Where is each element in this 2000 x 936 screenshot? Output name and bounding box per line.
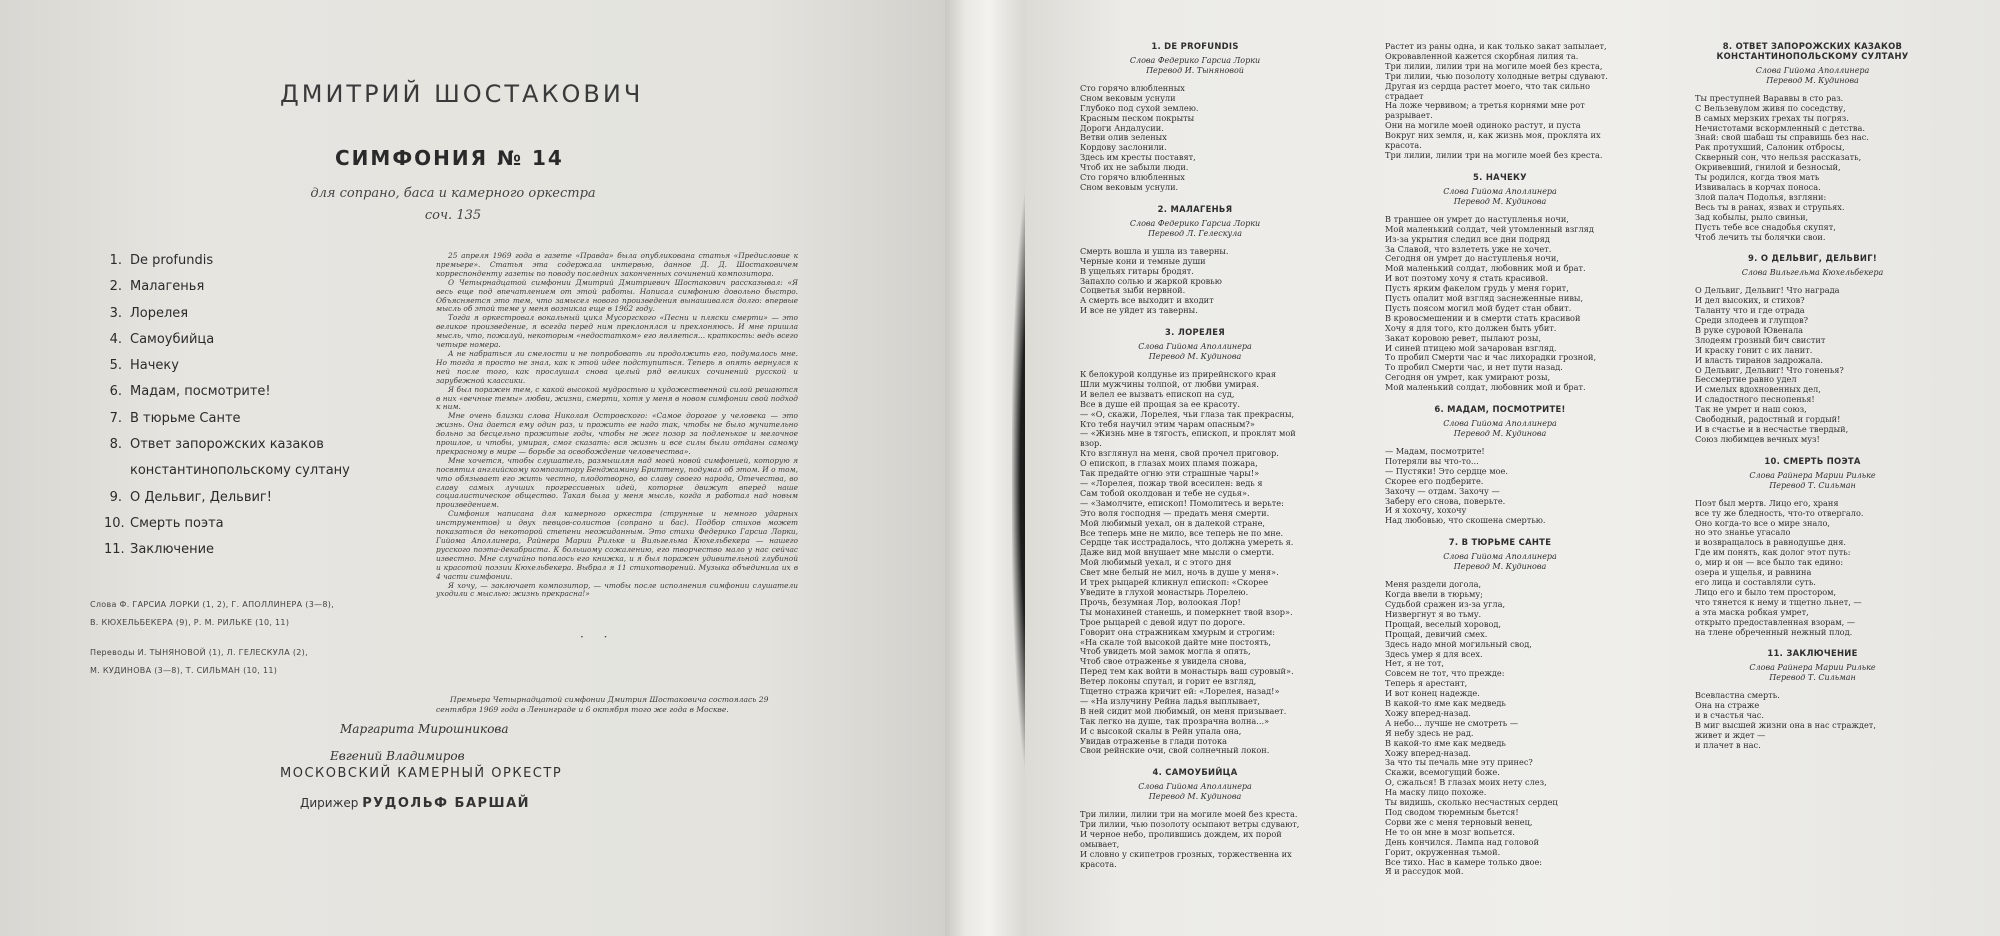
credits-translation-line: Переводы И. ТЫНЯНОВОЙ (1), Л. ГЕЛЕСКУЛА (2), [90,648,308,657]
section-credit: Слова Гийома Аполлинера Перевод М. Кудинова [1443,186,1557,206]
lyric-verse: Сто горячо влюбленных Сном вековым уснули Глубоко под сухой землею. Красным песком покрыты Дороги Андалусии. Ветви олив зеленых Кордову заслонили. Здесь им кресты поставят, Чтоб их не забыли люди. Сто горячо влюбленных Сном вековым уснули. [1080,82,1199,192]
section-credit: Слова Гийома Аполлинера Перевод М. Кудинова [1138,782,1252,802]
movement-item [104,511,350,537]
lyric-verse: В траншее он умрет до наступленья ночи, Мой маленький солдат, чей утомленный взгляд Из-за укрытия следил все дни подряд За Славой, что взлететь уже не хочет. Сегодня он умрет до наступленья ночи, Мой маленький солдат, любовник мой и брат. И вот поэтому хочу я стать красивой. Пусть ярким факелом грудь у меня горит, Пусть опалит мой взгляд заснеженные нивы, Пусть поясом могил мой будет стан обвит. В кровосмешении и в смерти стать красивой Хочу я для того, кто должен быть убит. Закат коровою ревет, пылают розы, И синей птицею мой зачарован взгляд. То пробил Смерти час и час лихорадки грозной, То пробил Смерти час, и нет пути назад. Сегодня он умрет, как умирают розы, Мой маленький солдат, любовник мой и брат. [1385,213,1597,393]
section-heading: 11. ЗАКЛЮЧЕНИЕ [1767,648,1858,659]
movement-title: Ответ запорожских казаков [130,437,324,453]
lyrics-column-3 [1695,42,1930,751]
section-credit: Слова Райнера Марии Рильке Перевод Т. Сильман [1749,470,1876,490]
movement-title: Малагенья [130,279,205,295]
section-credit: Слова Гийома Аполлинера Перевод М. Кудинова [1755,65,1870,85]
liner-notes-paragraph: Мне очень близки слова Николая Островского: «Самое дорогое у человека — это жизнь. Она дается ему один раз, и прожить ее надо так, чтобы не было мучительно больно за бесцельно прожитые годы, чтобы не жег позор за подленькое и мелочное прошлое, и чтобы, умирая, смог сказать: вся жизнь и все силы были отданы самому прекрасному в мире — борьбе за освобождение человечества». [436,411,798,456]
section-heading: 1. DE PROFUNDIS [1151,41,1239,51]
section-credit: Слова Гийома Аполлинера Перевод М. Кудинова [1443,419,1557,438]
movement-item [104,406,350,432]
section-heading: 3. ЛОРЕЛЕЯ [1165,327,1225,338]
liner-notes-paragraph: А не набраться ли смелости и не попробовать ли продолжить его, подумалось мне. Но тогда я просто не знал, как к этой идее подступиться. Теперь я опять вернулся к ней после того, как прослушал снова целый ряд великих сочинений русской и зарубежной классики. [436,348,798,385]
work-subtitle: для сопрано, баса и камерного оркестра [310,186,596,201]
liner-notes-paragraph: Тогда я оркестровал вокальный цикл Мусоргского «Песни и пляски смерти» — это великое произведение, я всегда перед ним преклонялся и преклоняюсь. И мне пришла мысль, что, пожалуй, некоторым «недостатком» его является... краткость: ведь всего четыре номера. [436,313,798,350]
movement-item [104,274,350,300]
movement-item [104,537,350,563]
movement-title: константинопольскому султану [130,463,350,479]
movement-title: О Дельвиг, Дельвиг! [130,489,272,505]
conductor-name: РУДОЛЬФ БАРШАЙ [362,796,531,811]
lyric-verse: Поэт был мертв. Лицо его, храня все ту же бледность, что-то отвергало. Оно когда-то все о мире знало, но это знанье угасало и возвращалось в равнодушье дня. Где им понять, как долог этот путь: о, мир и он — все было так едино: озера и ущелья, и равнина его лица и составляли суть. Лицо его и было тем простором, что тянется к нему и тщетно льнет, — а эта маска робкая умрет, открыто предоставленная взорам, — на тлене обреченный нежный плод. [1695,497,1864,637]
movement-item [104,432,350,458]
movement-item [104,353,350,379]
credits-words-line: В. КЮХЕЛЬБЕКЕРА (9), Р. М. РИЛЬКЕ (10, 11) [90,618,290,627]
separator-dots: · · [580,630,616,644]
conductor-label: Дирижер [300,796,359,810]
section-credit: Слова Гийома Аполлинера Перевод М. Кудинова [1138,342,1252,362]
movement-number: 8. [109,437,122,453]
section-heading: 10. СМЕРТЬ ПОЭТА [1764,455,1861,466]
movement-title: Заключение [130,542,215,558]
section-credit: Слова Вильгельма Кюхельбекера [1741,268,1884,278]
movement-title: Самоубийца [130,331,215,347]
section-heading: 6. МАДАМ, ПОСМОТРИТЕ! [1434,404,1566,415]
section-credit: Слова Райнера Марии Рильке Перевод Т. Сильман [1749,663,1876,683]
section-credit: Слова Федерико Гарсиа Лорки Перевод И. Тыняновой [1129,55,1261,75]
lyric-verse: Растет из раны одна, и как только закат запылает, Окровавленной кажется скорбная лилия та. Три лилии, лилии три на могиле моей без креста, Три лилии, чью позолоту холодные ветры сдувают. Другая из сердца растет моего, что так сильно страдает На ложе червивом; а третья корнями мне рот разрывает. Они на могиле моей одиноко растут, и пуста Вокруг них земля, и, как жизнь моя, проклята их красота. Три лилии, лилии три на могиле моей без креста. [1385,41,1608,160]
liner-notes-paragraph: Я хочу, — заключает композитор, — чтобы после исполнения симфонии слушатели уходили с мыслью: жизнь прекрасна!» [436,580,798,599]
work-title: СИМФОНИЯ № 14 [335,146,564,170]
movement-item [104,248,350,274]
section-credit: Слова Федерико Гарсиа Лорки Перевод Л. Гелескула [1129,218,1261,238]
movement-number: 11. [104,542,125,558]
conductor [300,796,530,811]
lyric-verse: К белокурой колдунье из прирейнского края Шли мужчины толпой, от любви умирая. И велел ее вызвать епископ на суд, Все в душе ей прощая за ее красоту. — «О, скажи, Лорелея, чьи глаза так прекрасны, Кто тебя научил этим чарам опасным?» — «Жизнь мне в тягость, епископ, и проклят мой взор. Кто взглянул на меня, свой прочел приговор. О епископ, в глазах моих пламя пожара, Так предайте огню эти страшные чары!» — «Лорелея, пожар твой всесилен: ведь я Сам тобой околдован и тебе не судья». — «Замолчите, епископ! Помолитесь и верьте: Это воля господня — предать меня смерти. Мой любимый уехал, он в далекой стране, Все теперь мне не мило, все теперь не по мне. Сердце так исстрадалось, что должна умереть я. Даже вид мой внушает мне мысли о смерти. Мой любимый уехал, и с этого дня Свет мне белый не мил, ночь в душе у меня». И трех рыцарей кликнул епископ: «Скорее Уведите в глухой монастырь Лорелею. Прочь, безумная Лор, волоокая Лор! Ты монахиней станешь, и померкнет твой взор». Трое рыцарей с девой идут по дороге. Говорит она стражникам хмурым и строгим: «На скале той высокой дайте мне постоять, Чтоб увидеть мой замок могла я опять, Чтоб свое отраженье я увидела снова, Перед тем как войти в монастырь ваш суровый». Ветер локоны спутал, и горит ее взгляд, Тщетно стража кричит ей: «Лорелея, назад!» — «На излучину Рейна ладья выплывает, В ней сидит мой любимый, он меня призывает. Так легко на душе, так прозрачна волна...» И с высокой скалы в Рейн упала она, Увидав отраженье в глади потока Свои рейнские очи, свой солнечный локон. [1080,369,1296,756]
lyric-verse: Ты преступней Вараввы в сто раз. С Вельзевулом живя по соседству, В самых мерзких грехах ты погряз. Нечистотами вскормленный с детства. Знай: свой шабаш ты справишь без нас. Рак протухший, Салоник отбросы, Скверный сон, что нельзя рассказать, Окривевший, гнилой и безносый, Ты родился, когда твоя мать Извивалась в корчах поноса. Злой палач Подолья, взгляни: Весь ты в ранах, язвах и струпьях. Зад кобылы, рыло свиньи, Пусть тебе все снадобья скупят, Чтоб лечить ты болячки свои. [1695,92,1869,242]
lyric-verse: Меня раздели догола, Когда ввели в тюрьму; Судьбой сражен из-за угла, Низвергнут я во тьму. Прощай, веселый хоровод, Прощай, девичий смех. Здесь надо мной могильный свод, Здесь умер я для всех. Нет, я не тот, Совсем не тот, что прежде: Теперь я арестант, И вот конец надежде. В какой-то яме как медведь Хожу вперед-назад. А небо... лучше не смотреть — Я небу здесь не рад. В какой-то яме как медведь Хожу вперед-назад. За что ты печаль мне эту принес? Скажи, всемогущий боже. О, сжалься! В глазах моих нету слез, На маску лицо похоже. Ты видишь, сколько несчастных сердец Под сводом тюремным бьется! Сорви же с меня терновый венец, Не то он мне в мозг вопьется. День кончился. Лампа над головой Горит, окруженная тьмой. Все тихо. Нас в камере только двое: Я и рассудок мой. [1385,579,1558,877]
liner-notes-paragraph: Симфония написана для камерного оркестра (струнные и немного ударных инструментов) и двух певцов-солистов (сопрано и бас). Подбор стихов может показаться до некоторой степени неожиданным. Это стихи Федерико Гарсиа Лорки, Гийома Аполлинера, Райнера Марии Рильке и Вильгельма Кюхельбекера — нашего русского поэта-декабриста. К большому сожалению, его творчество мало у нас сейчас известно. Мне случайно попалось его книжка, и я был поражен удивительной глубиной и красотой поэзии Кюхельбекера. Выбрал я 11 стихотворений. Музыка объединила их в 4 части симфонии. [436,509,798,581]
bass-name: Евгений Владимиров [330,749,465,763]
soprano-name: Маргарита Мирошникова [340,722,509,736]
composer-name: ДМИТРИЙ ШОСТАКОВИЧ [280,80,644,108]
section-heading: 7. В ТЮРЬМЕ САНТЕ [1448,537,1552,548]
liner-notes-paragraph: Мне хочется, чтобы слушатель, размышляя над моей новой симфонией, которую я посвятил английскому композитору Бенджамину Бриттену, подумал об этом. И о том, что обязывает его жить честно, плодотворно, во славу своего народа, Отечества, во славу самых лучших прогрессивных идей, которые движут вперед наше социалистическое общество. Такая была у меня мысль, когда я работал над новым произведением. [436,455,798,510]
lyrics-column-1 [1080,42,1310,870]
movement-title: Смерть поэта [130,515,224,531]
movement-number: 1. [109,253,122,268]
movement-item [104,379,350,405]
opus-number: соч. 135 [424,208,482,223]
section-heading: 9. О ДЕЛЬВИГ, ДЕЛЬВИГ! [1748,253,1877,264]
premiere-note: Премьера Четырнадцатой симфонии Дмитрия Шостаковича состоялась 29 сентября 1969 года в Ленинграде и 6 октября того же года в Москве. [436,695,769,714]
movement-number: 10. [104,515,125,531]
movement-number: 6. [109,384,122,400]
movement-title: Мадам, посмотрите! [130,384,271,400]
movement-item [104,485,350,511]
movement-number: 5. [109,358,122,374]
credits-words-line: Слова Ф. ГАРСИА ЛОРКИ (1, 2), Г. АПОЛЛИНЕРА (3—8), [90,600,335,609]
movement-number: 9. [109,489,122,505]
movement-item [104,301,350,327]
lyrics-column-2 [1385,42,1615,877]
movement-number: 2. [109,279,122,295]
movement-item [104,327,350,353]
soloists [330,716,509,770]
movement-list [104,248,350,564]
movement-number: 3. [109,305,122,321]
section-heading: 2. МАЛАГЕНЬЯ [1157,203,1233,214]
lyric-verse: Всевластна смерть. Она на страже и в счастья час. В миг высшей жизни она в нас страждет, живет и ждет — и плачет в нас. [1695,690,1876,750]
credits-translation-line: М. КУДИНОВА (3—8), Т. СИЛЬМАН (10, 11) [90,666,278,675]
liner-notes-paragraph: 25 апреля 1969 года в газете «Правда» была опубликована статья «Предисловие к премьере». Статья эта содержала интервью, данное Д. Д. Шостаковичем корреспонденту газеты по поводу последних законченных сочинений композитора. [436,251,798,278]
liner-notes-paragraph: О Четырнадцатой симфонии Дмитрий Дмитриевич Шостакович рассказывал: «Я весь еще под впечатлением от этой работы. Написал симфонию довольно быстро. Объясняется это тем, что замысел нового произведения вынашивался долго: впервые мысль об этой теме у меня возникла еще в 1962 году. [436,277,798,314]
credits [90,596,334,692]
lyric-verse: — Мадам, посмотрите! Потеряли вы что-то... — Пустяки! Это сердце мое. Скорее его подберите. Захочу — отдам. Захочу — Заберу его снова, поверьте. И я хохочу, хохочу Над любовью, что скошена смертью. [1385,446,1546,526]
section-heading: 8. ОТВЕТ ЗАПОРОЖСКИХ КАЗАКОВ КОНСТАНТИНОПОЛЬСКОМУ СУЛТАНУ [1716,41,1909,61]
movement-title: В тюрьме Санте [130,410,241,426]
movement-title: Лорелея [130,305,189,321]
section-heading: 4. САМОУБИЙЦА [1152,767,1238,778]
lyric-verse: Смерть вошла и ушла из таверны. Черные кони и темные души В ущельях гитары бродят. Запахло солью и жаркой кровью Соцветья зыби нервной. А смерть все выходит и входит И все не уйдет из таверны. [1080,245,1229,316]
movement-number: 4. [109,331,122,347]
lyric-verse: О Дельвиг, Дельвиг! Что награда И дел высоких, и стихов? Таланту что и где отрада Среди злодеев и глупцов? В руке суровой Ювенала Злодеям грозный бич свистит И краску гонит с их ланит. И власть тиранов задрожала. О Дельвиг, Дельвиг! Что гоненья? Бессмертие равно удел И смелых вдохновенных дел, И сладостного песнопенья! Так не умрет и наш союз, Свободный, радостный и гордый! И в счастье и в несчастье твердый, Союз любимцев вечных муз! [1695,285,1849,444]
section-heading: 5. НАЧЕКУ [1473,171,1527,182]
lyric-verse: Три лилии, лилии три на могиле моей без креста. Три лилии, чью позолоту осыпают ветры сдувают, И черное небо, пролившись дождем, их порой омывает, И словно у скипетров грозных, торжественна их красота. [1080,809,1300,869]
liner-notes-paragraph: Я был поражен тем, с какой высокой мудростью и художественной силой решаются в них «вечные темы» любви, жизни, смерти, хотя у меня в новом симфонии свой подход к ним. [436,384,798,412]
liner-notes [436,252,798,599]
movement-title: Начеку [130,358,179,374]
orchestra-name: МОСКОВСКИЙ КАМЕРНЫЙ ОРКЕСТР [280,766,563,781]
movement-title: De profundis [130,253,214,268]
movement-item [104,458,350,484]
movement-number: 7. [109,410,122,426]
section-credit: Слова Гийома Аполлинера Перевод М. Кудинова [1443,552,1557,572]
